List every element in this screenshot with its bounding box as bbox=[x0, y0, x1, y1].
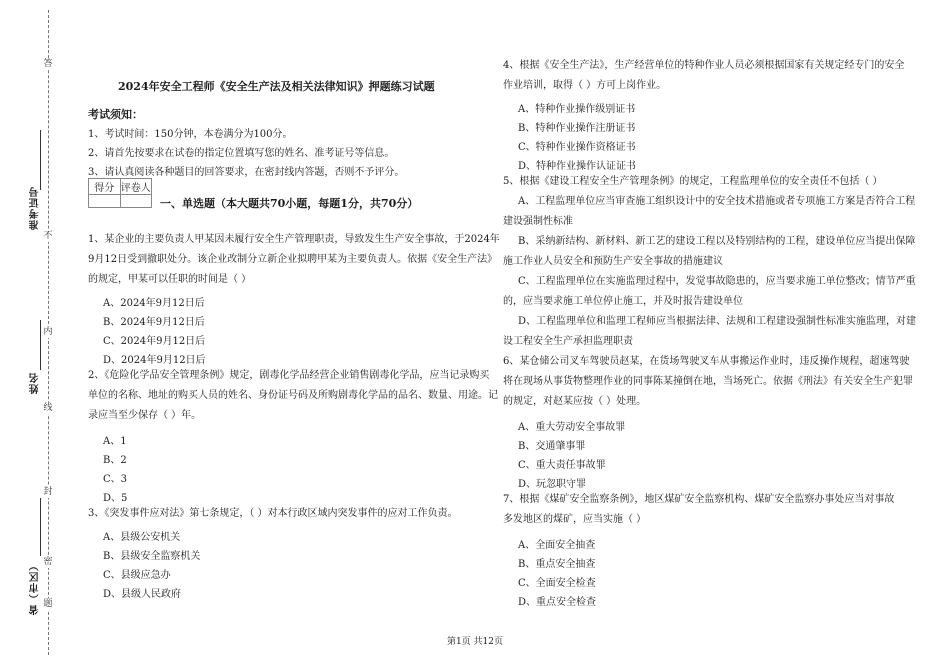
grader-label: 评卷人 bbox=[120, 179, 152, 195]
q2-option-d[interactable]: D、5 bbox=[103, 493, 128, 504]
notice-item: 3、请认真阅读各种题目的回答要求，在密封线内答题，否则不予评分。 bbox=[88, 167, 405, 178]
binding-word: 线 bbox=[40, 402, 56, 414]
q1-option-a[interactable]: A、2024年9月12日后 bbox=[103, 298, 205, 309]
question-6-line: 的规定，对赵某应按（ ）处理。 bbox=[503, 396, 647, 407]
q6-option-d[interactable]: D、玩忽职守罪 bbox=[518, 479, 587, 490]
binding-margin bbox=[0, 0, 70, 671]
q4-option-a[interactable]: A、特种作业操作级别证书 bbox=[518, 104, 636, 115]
q7-option-d[interactable]: D、重点安全检查 bbox=[518, 597, 597, 608]
question-7-line: 多发地区的煤矿，应当实施（ ） bbox=[503, 514, 647, 525]
question-6-line: 6、某仓储公司叉车驾驶员赵某，在货场驾驶叉车从事搬运作业时，违反操作规程，超速驾驶 bbox=[503, 356, 910, 367]
question-2-line: 2、《危险化学品安全管理条例》规定，剧毒化学品经营企业销售剧毒化学品，应当记录购买 bbox=[88, 370, 490, 381]
q1-option-c[interactable]: C、2024年9月12日后 bbox=[103, 336, 206, 347]
q4-option-d[interactable]: D、特种作业操作认证证书 bbox=[518, 161, 637, 172]
q5-option-d-cont: 设工程安全生产承担监理职责 bbox=[503, 336, 633, 347]
q7-option-b[interactable]: B、重点安全抽查 bbox=[518, 559, 596, 570]
score-field[interactable] bbox=[89, 195, 121, 208]
q5-option-b-cont: 施工作业人员安全和预防生产安全事故的措施建议 bbox=[503, 256, 723, 267]
name-line bbox=[40, 320, 41, 370]
q6-option-b[interactable]: B、交通肇事罪 bbox=[518, 441, 586, 452]
q3-option-c[interactable]: C、县级应急办 bbox=[103, 570, 171, 581]
grader-field[interactable] bbox=[120, 195, 152, 208]
question-7-line: 7、根据《煤矿安全监察条例》，地区煤矿安全监察机构、煤矿安全监察办事处应当对事故 bbox=[503, 494, 895, 505]
q5-option-c[interactable]: C、工程监理单位在实施监理过程中，发觉事故隐患的，应当要求施工单位整改；情节严重 bbox=[518, 276, 916, 287]
q2-option-b[interactable]: B、2 bbox=[103, 455, 127, 466]
question-4-line: 4、根据《安全生产法》，生产经营单位的特种作业人员必须根据国家有关规定经专门的安全 bbox=[503, 60, 905, 71]
q5-option-b[interactable]: B、采纳新结构、新材料、新工艺的建设工程以及特别结构的工程，建设单位应当提出保障 bbox=[518, 236, 916, 247]
binding-word: 答 bbox=[40, 58, 56, 70]
question-6-line: 将在现场从事货物整理作业的同事陈某撞倒在地，当场死亡。依据《刑法》有关安全生产犯罪 bbox=[503, 376, 913, 387]
q7-option-c[interactable]: C、全面安全检查 bbox=[518, 578, 596, 589]
q6-option-c[interactable]: C、重大责任事故罪 bbox=[518, 460, 606, 471]
q1-option-b[interactable]: B、2024年9月12日后 bbox=[103, 317, 205, 328]
exam-number-label: 准考证号 bbox=[30, 186, 41, 230]
q7-option-a[interactable]: A、全面安全抽查 bbox=[518, 540, 596, 551]
question-3-line: 3、《突发事件应对法》第七条规定，（ ）对本行政区域内突发事件的应对工作负责。 bbox=[88, 508, 458, 519]
q5-option-a-cont: 建设强制性标准 bbox=[503, 216, 573, 227]
q3-option-a[interactable]: A、县级公安机关 bbox=[103, 532, 181, 543]
question-1-line: 的规定，甲某可以任职的时间是（ ） bbox=[88, 274, 252, 285]
notice-item: 2、请首先按要求在试卷的指定位置填写您的姓名、准考证号等信息。 bbox=[88, 148, 395, 159]
q4-option-c[interactable]: C、特种作业操作资格证书 bbox=[518, 142, 636, 153]
question-1-line: 9月12日受到撤职处分。该企业改制分立新企业拟聘甲某为主要负责人。依据《安全生产法》 bbox=[88, 254, 498, 265]
page-footer: 第1页 共12页 bbox=[446, 637, 504, 647]
binding-word: 内 bbox=[40, 326, 56, 338]
binding-word: 题 bbox=[40, 598, 56, 610]
question-2-line: 单位的名称、地址的购买人员的姓名、身份证号码及所购剧毒化学品的品名、数量、用途。记 bbox=[88, 390, 498, 401]
question-1-line: 1、某企业的主要负责人甲某因未履行安全生产管理职责，导致发生生产安全事故，于2024年 bbox=[88, 234, 500, 245]
question-2-line: 录应当至少保存（ ）年。 bbox=[88, 410, 202, 421]
q3-option-b[interactable]: B、县级安全监察机关 bbox=[103, 551, 201, 562]
q2-option-a[interactable]: A、1 bbox=[103, 436, 127, 447]
q1-option-d[interactable]: D、2024年9月12日后 bbox=[103, 355, 206, 366]
q5-option-a[interactable]: A、工程监理单位应当审查施工组织设计中的安全技术措施或者专项施工方案是否符合工程 bbox=[518, 196, 916, 207]
score-label: 得分 bbox=[89, 179, 121, 195]
q3-option-d[interactable]: D、县级人民政府 bbox=[103, 589, 182, 600]
q4-option-b[interactable]: B、特种作业操作注册证书 bbox=[518, 123, 636, 134]
question-4-line: 作业培训，取得（ ）方可上岗作业。 bbox=[503, 80, 667, 91]
notice-heading: 考试须知： bbox=[88, 108, 143, 121]
q5-option-d[interactable]: D、工程监理单位和监理工程师应当根据法律、法规和工程建设强制性标准实施监理，对建 bbox=[518, 316, 917, 327]
binding-word: 密 bbox=[40, 556, 56, 568]
region-line bbox=[40, 498, 41, 556]
q5-option-c-cont: 的，应当要求施工单位停止施工，并及时报告建设单位 bbox=[503, 296, 743, 307]
score-box bbox=[88, 178, 152, 208]
q6-option-a[interactable]: A、重大劳动安全事故罪 bbox=[518, 422, 626, 433]
exam-title: 2024年安全工程师《安全生产法及相关法律知识》押题练习试题 bbox=[118, 80, 435, 93]
notice-item: 1、考试时间：150分钟，本卷满分为100分。 bbox=[88, 129, 293, 140]
name-label: 姓名 bbox=[30, 372, 41, 394]
question-5-line: 5、根据《建设工程安全生产管理条例》的规定，工程监理单位的安全责任不包括（ ） bbox=[503, 176, 883, 187]
binding-word: 不 bbox=[40, 230, 56, 242]
section-heading: 一、单选题（本大题共70小题，每题1分，共70分） bbox=[160, 197, 419, 210]
q2-option-c[interactable]: C、3 bbox=[103, 474, 128, 485]
exam-number-line bbox=[40, 130, 41, 190]
region-label: 省（市区） bbox=[30, 560, 41, 615]
binding-word: 封 bbox=[40, 486, 56, 498]
